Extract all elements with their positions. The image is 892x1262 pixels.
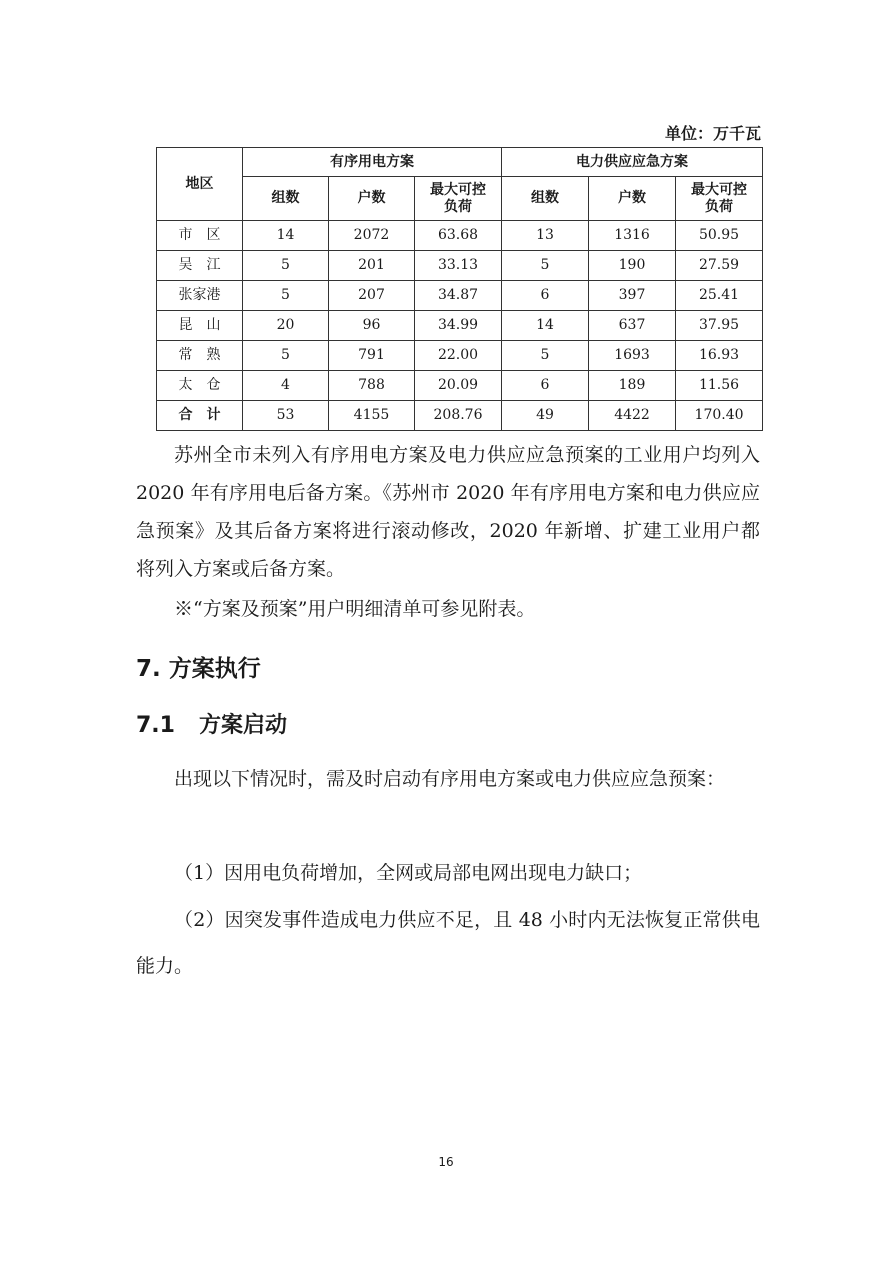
region-cell: 市 区 [157, 221, 243, 251]
groups-cell: 13 [502, 221, 589, 251]
table-row [157, 311, 763, 341]
max-load-cell: 20.09 [415, 371, 502, 401]
max-load-cell: 22.00 [415, 341, 502, 371]
groups-cell: 6 [502, 371, 589, 401]
groups-cell: 14 [502, 311, 589, 341]
households-cell: 201 [329, 251, 415, 281]
group1-header: 有序用电方案 [243, 148, 502, 177]
load-plan-table [156, 147, 763, 431]
region-header: 地区 [157, 148, 243, 221]
section-number: 7.1 [136, 713, 175, 738]
max-load-cell: 34.87 [415, 281, 502, 311]
groups-cell: 6 [502, 281, 589, 311]
households-cell: 1316 [589, 221, 676, 251]
households-cell: 4155 [329, 401, 415, 431]
max-load-cell: 11.56 [676, 371, 763, 401]
section-7-1-heading [136, 708, 287, 739]
group2-header: 电力供应应急方案 [502, 148, 763, 177]
households-cell: 207 [329, 281, 415, 311]
subheader-groups: 组数 [502, 177, 589, 221]
region-cell: 吴 江 [157, 251, 243, 281]
list-item-2: （2）因突发事件造成电力供应不足，且 48 小时内无法恢复正常供电能力。 [136, 909, 760, 977]
table-row [157, 281, 763, 311]
paragraph-backup-plan: 苏州全市未列入有序用电方案及电力供应应急预案的工业用户均列入 2020 年有序用电后备方案。《苏州市 2020 年有序用电方案和电力供应应急预案》及其后备方案将进行滚动修改，2020 年新增、扩建工业用户都将列入方案或后备方案。 [136, 444, 760, 580]
groups-cell: 53 [243, 401, 329, 431]
subheader-households: 户数 [329, 177, 415, 221]
groups-cell: 14 [243, 221, 329, 251]
households-cell: 2072 [329, 221, 415, 251]
groups-cell: 5 [502, 341, 589, 371]
subheader-households: 户数 [589, 177, 676, 221]
unit-label: 单位：万千瓦 [664, 124, 761, 143]
page-number: 16 [438, 1155, 454, 1169]
max-load-cell: 27.59 [676, 251, 763, 281]
max-load-cell: 25.41 [676, 281, 763, 311]
groups-cell: 5 [243, 341, 329, 371]
list-item-1: （1）因用电负荷增加，全网或局部电网出现电力缺口； [174, 862, 643, 884]
households-cell: 4422 [589, 401, 676, 431]
households-cell: 791 [329, 341, 415, 371]
region-cell: 常 熟 [157, 341, 243, 371]
households-cell: 397 [589, 281, 676, 311]
subheader-groups: 组数 [243, 177, 329, 221]
section-title: 方案启动 [198, 713, 287, 738]
max-load-cell: 37.95 [676, 311, 763, 341]
households-cell: 1693 [589, 341, 676, 371]
households-cell: 190 [589, 251, 676, 281]
households-cell: 788 [329, 371, 415, 401]
table-row [157, 221, 763, 251]
subheader-max-load: 最大可控 负荷 [415, 177, 502, 221]
max-load-cell: 33.13 [415, 251, 502, 281]
table-total-row [157, 401, 763, 431]
max-load-cell: 16.93 [676, 341, 763, 371]
region-cell: 昆 山 [157, 311, 243, 341]
table-row [157, 371, 763, 401]
table-row [157, 341, 763, 371]
region-cell: 张家港 [157, 281, 243, 311]
groups-cell: 4 [243, 371, 329, 401]
total-label-cell: 合 计 [157, 401, 243, 431]
max-load-cell: 50.95 [676, 221, 763, 251]
max-load-cell: 208.76 [415, 401, 502, 431]
section-7-heading: 7. 方案执行 [136, 656, 261, 682]
subheader-max-load: 最大可控 负荷 [676, 177, 763, 221]
table-subheader-row [157, 177, 763, 221]
households-cell: 637 [589, 311, 676, 341]
groups-cell: 49 [502, 401, 589, 431]
appendix-note: ※“方案及预案”用户明细清单可参见附表。 [174, 598, 536, 620]
max-load-cell: 170.40 [676, 401, 763, 431]
region-cell: 太 仓 [157, 371, 243, 401]
groups-cell: 5 [243, 281, 329, 311]
groups-cell: 5 [243, 251, 329, 281]
groups-cell: 5 [502, 251, 589, 281]
max-load-cell: 63.68 [415, 221, 502, 251]
groups-cell: 20 [243, 311, 329, 341]
max-load-cell: 34.99 [415, 311, 502, 341]
table-row [157, 251, 763, 281]
households-cell: 96 [329, 311, 415, 341]
table-header-row [157, 148, 763, 177]
households-cell: 189 [589, 371, 676, 401]
paragraph-activation-conditions: 出现以下情况时，需及时启动有序用电方案或电力供应应急预案： [174, 768, 726, 790]
